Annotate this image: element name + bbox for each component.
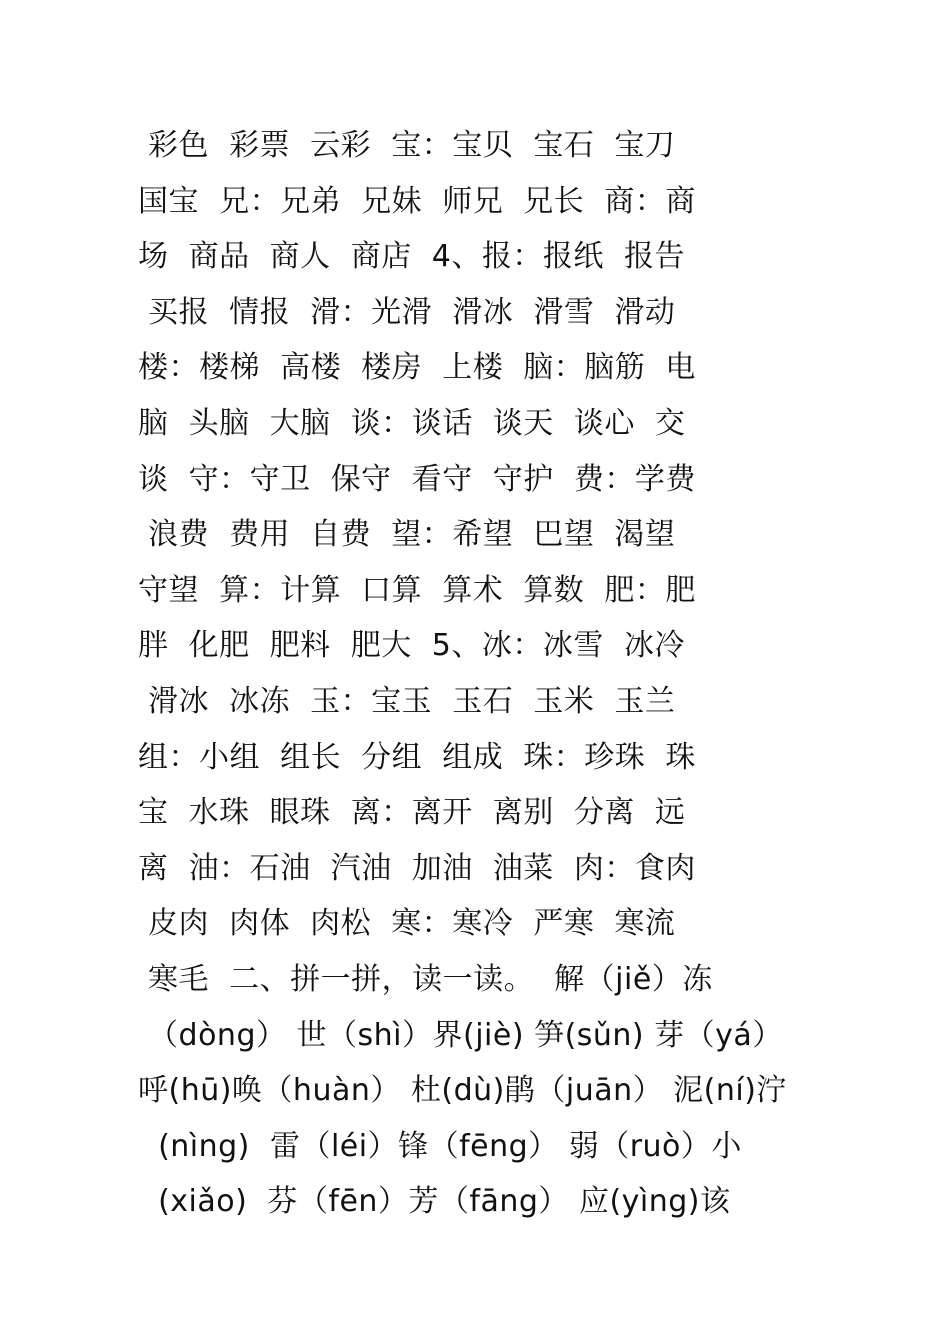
text-line: 谈 守：守卫 保守 看守 守护 费：学费 [138, 461, 696, 497]
text-line: 脑 头脑 大脑 谈：谈话 谈天 谈心 交 [138, 405, 686, 441]
text-line: （dòng） 世（shì）界(jiè) 笋(sǔn) 芽（yá） [138, 1017, 783, 1053]
text-line: (xiǎo) 芬（fēn）芳（fāng） 应(yìng)该 [138, 1184, 731, 1220]
vocabulary-text [138, 118, 814, 1230]
text-line: 守望 算：计算 口算 算术 算数 肥：肥 [138, 572, 696, 608]
text-line: 场 商品 商人 商店 4、报：报纸 报告 [138, 239, 685, 275]
text-line: 彩色 彩票 云彩 宝：宝贝 宝石 宝刀 [138, 128, 676, 163]
text-line: 买报 情报 滑：光滑 滑冰 滑雪 滑动 [138, 294, 676, 330]
text-line: 皮肉 肉体 肉松 寒：寒冷 严寒 寒流 [138, 906, 676, 942]
text-line: 胖 化肥 肥料 肥大 5、冰：冰雪 冰冷 [138, 628, 685, 664]
text-line: 寒毛 二、拼一拼，读一读。 解（jiě）冻 [138, 961, 713, 997]
text-line: 楼：楼梯 高楼 楼房 上楼 脑：脑筋 电 [138, 350, 696, 386]
text-line: (nìng) 雷（léi）锋（fēng） 弱（ruò）小 [138, 1128, 742, 1164]
text-line: 宝 水珠 眼珠 离：离开 离别 分离 远 [138, 795, 686, 831]
text-line: 浪费 费用 自费 望：希望 巴望 渴望 [138, 517, 676, 553]
text-line: 国宝 兄：兄弟 兄妹 师兄 兄长 商：商 [138, 183, 696, 219]
text-line: 呼(hū)唤（huàn） 杜(dù)鹃（juān） 泥(ní)泞 [138, 1073, 787, 1109]
text-line: 滑冰 冰冻 玉：宝玉 玉石 玉米 玉兰 [138, 683, 676, 719]
text-line: 离 油：石油 汽油 加油 油菜 肉：食肉 [138, 850, 696, 886]
text-line: 组：小组 组长 分组 组成 珠：珍珠 珠 [138, 739, 696, 775]
